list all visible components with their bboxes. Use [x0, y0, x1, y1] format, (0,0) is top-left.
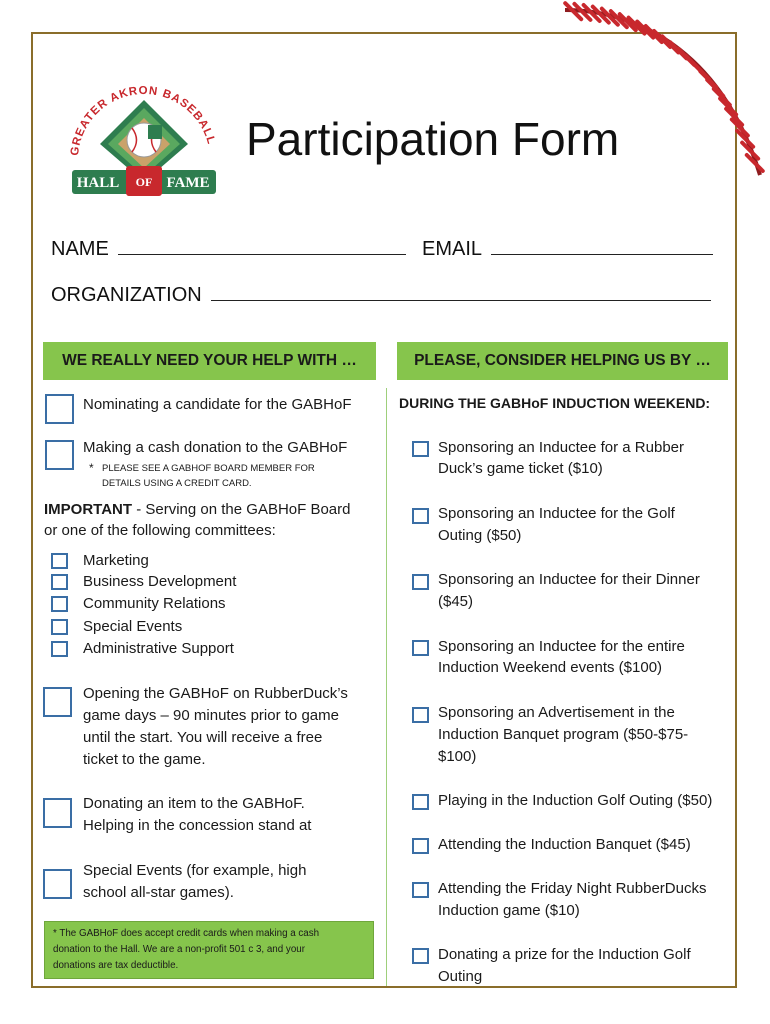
organization-line[interactable] — [211, 284, 711, 301]
nominating-checkbox[interactable] — [45, 394, 74, 424]
name-line[interactable] — [118, 238, 406, 255]
right-item-3-checkbox[interactable] — [412, 640, 429, 656]
committee-marketing: Marketing — [83, 552, 149, 569]
donating-line-1: Donating an item to the GABHoF. — [83, 795, 305, 812]
important-line-2: or one of the following committees: — [44, 522, 276, 539]
right-item-8-checkbox[interactable] — [412, 948, 429, 964]
right-item-8-line-2: Outing — [438, 968, 483, 985]
donating-line-2: Helping in the concession stand at — [83, 817, 312, 834]
cash-donation-checkbox[interactable] — [45, 440, 74, 470]
right-item-5-line-1: Playing in the Induction Golf Outing ($50) — [438, 792, 713, 809]
left-banner: WE REALLY NEED YOUR HELP WITH … — [43, 342, 376, 380]
business-development-checkbox[interactable] — [51, 574, 68, 590]
right-item-1-line-1: Sponsoring an Inductee for the Golf — [438, 505, 675, 522]
special-line-1: Special Events (for example, high — [83, 862, 307, 879]
opening-checkbox[interactable] — [43, 687, 72, 717]
important-text-1: - Serving on the GABHoF Board — [132, 501, 351, 518]
committee-administrative-support: Administrative Support — [83, 640, 234, 657]
administrative-support-checkbox[interactable] — [51, 641, 68, 657]
right-item-7-line-2: Induction game ($10) — [438, 902, 580, 919]
right-item-0-line-2: Duck’s game ticket ($10) — [438, 460, 603, 477]
committee-business-development: Business Development — [83, 573, 237, 590]
right-item-3-line-2: Induction Weekend events ($100) — [438, 659, 663, 676]
right-item-5-checkbox[interactable] — [412, 794, 429, 810]
logo-hall-text: HALL — [76, 175, 120, 191]
opening-line-1: Opening the GABHoF on RubberDuck’s — [83, 685, 348, 702]
right-item-7-line-1: Attending the Friday Night RubberDucks — [438, 880, 707, 897]
right-item-1-checkbox[interactable] — [412, 508, 429, 524]
name-field[interactable] — [51, 238, 406, 261]
footnote-line-1: * The GABHoF does accept credit cards when making a cash — [53, 928, 320, 939]
right-item-0-checkbox[interactable] — [412, 441, 429, 457]
induction-weekend-heading: DURING THE GABHoF INDUCTION WEEKEND: — [399, 395, 711, 411]
cash-note-line-1: PLEASE SEE A GABHOF BOARD MEMBER FOR — [102, 463, 315, 474]
right-item-2-checkbox[interactable] — [412, 574, 429, 590]
email-field[interactable] — [422, 238, 713, 261]
page-title: Participation Form — [246, 113, 620, 165]
column-divider — [386, 388, 387, 986]
logo-fame-text: FAME — [166, 175, 210, 191]
footnote-line-2: donation to the Hall. We are a non-profit 501 c 3, and your — [53, 944, 305, 955]
right-item-7-checkbox[interactable] — [412, 882, 429, 898]
opening-line-4: ticket to the game. — [83, 751, 206, 768]
right-item-2-line-1: Sponsoring an Inductee for their Dinner — [438, 571, 700, 588]
right-item-8-line-1: Donating a prize for the Induction Golf — [438, 946, 691, 963]
organization-label: ORGANIZATION — [51, 284, 202, 306]
footnote-line-3: donations are tax deductible. — [53, 960, 179, 971]
cash-note-line-2: DETAILS USING A CREDIT CARD. — [102, 478, 252, 489]
opening-line-3: until the start. You will receive a free — [83, 729, 323, 746]
important-label: IMPORTANT — [44, 501, 133, 518]
right-item-4-line-1: Sponsoring an Advertisement in the — [438, 704, 675, 721]
right-item-6-line-1: Attending the Induction Banquet ($45) — [438, 836, 691, 853]
special-events-committee-checkbox[interactable] — [51, 619, 68, 635]
right-item-2-line-2: ($45) — [438, 593, 474, 610]
nominating-label: Nominating a candidate for the GABHoF — [83, 396, 352, 413]
committee-special-events: Special Events — [83, 618, 183, 635]
svg-text:GREATER AKRON BASEBALL: GREATER AKRON BASEBALL — [69, 84, 218, 157]
name-label: NAME — [51, 238, 109, 260]
right-item-4-line-3: $100) — [438, 748, 477, 765]
cash-note-star: * — [89, 461, 94, 475]
opening-line-2: game days – 90 minutes prior to game — [83, 707, 339, 724]
special-line-2: school all-star games). — [83, 884, 234, 901]
right-item-6-checkbox[interactable] — [412, 838, 429, 854]
committee-community-relations: Community Relations — [83, 595, 226, 612]
important-line-1 — [44, 499, 350, 520]
hall-of-fame-logo — [64, 78, 224, 200]
marketing-checkbox[interactable] — [51, 553, 68, 569]
community-relations-checkbox[interactable] — [51, 596, 68, 612]
right-banner: PLEASE, CONSIDER HELPING US BY … — [397, 342, 728, 380]
logo-of-text: OF — [135, 175, 153, 189]
right-item-3-line-1: Sponsoring an Inductee for the entire — [438, 638, 685, 655]
donating-item-checkbox[interactable] — [43, 798, 72, 828]
credit-card-footnote — [44, 921, 374, 979]
special-events-checkbox[interactable] — [43, 869, 72, 899]
right-item-4-checkbox[interactable] — [412, 707, 429, 723]
email-label: EMAIL — [422, 238, 482, 260]
cash-donation-label: Making a cash donation to the GABHoF — [83, 439, 348, 456]
right-item-1-line-2: Outing ($50) — [438, 527, 522, 544]
organization-field[interactable] — [51, 284, 711, 307]
email-line[interactable] — [491, 238, 713, 255]
right-item-0-line-1: Sponsoring an Inductee for a Rubber — [438, 439, 684, 456]
right-item-4-line-2: Induction Banquet program ($50-$75- — [438, 726, 689, 743]
